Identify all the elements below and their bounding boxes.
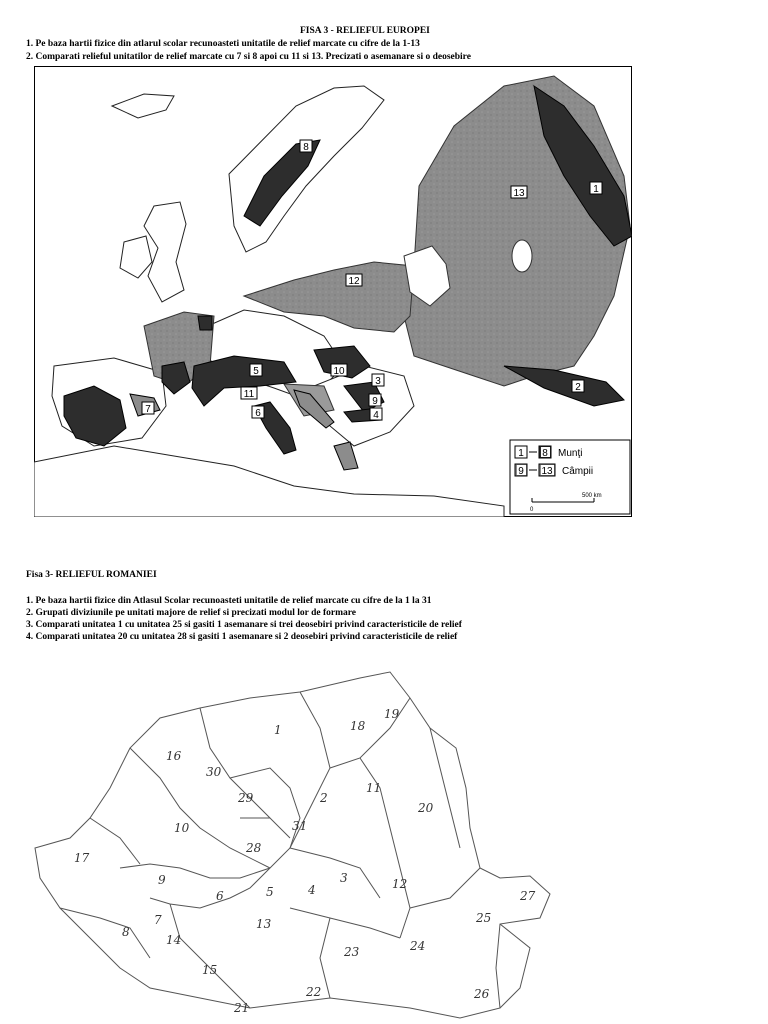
sheet2-task-3: 3. Comparati unitatea 1 cu unitatea 25 si gasiti 1 asemanare si trei deosebiri privind caracteristicile de relief: [26, 620, 462, 630]
unit-number-19: 19: [384, 707, 400, 721]
region-label-2: [572, 380, 584, 393]
unit-number-27: 27: [520, 889, 536, 903]
unit-number-30: 30: [206, 765, 222, 779]
region-label-1: [590, 182, 602, 195]
unit-number-8: 8: [122, 925, 130, 939]
region-label-11: [241, 387, 257, 400]
region-label-10: [331, 364, 347, 377]
europe-relief-map: [34, 66, 632, 517]
unit-number-10: 10: [174, 821, 190, 835]
svg-text:7: 7: [145, 404, 151, 415]
sheet2-title: Fisa 3- RELIEFUL ROMANIEI: [26, 570, 157, 580]
region-label-3: [372, 374, 384, 387]
region-label-4: [370, 408, 382, 421]
svg-text:3: 3: [375, 376, 381, 387]
unit-number-13: 13: [256, 917, 272, 931]
unit-number-20: 20: [418, 801, 434, 815]
svg-text:9: 9: [372, 396, 378, 407]
romania-relief-map: [30, 668, 560, 1024]
region-label-12: [346, 274, 362, 287]
sheet2-task-1: 1. Pe baza hartii fizice din Atlasul Scolar recunoasteti unitatile de relief marcate cu cifre de la 1 la 31: [26, 596, 432, 606]
legend-mountains: Munţi: [558, 448, 583, 459]
unit-number-4: 4: [308, 883, 316, 897]
unit-number-7: 7: [154, 913, 162, 927]
unit-number-25: 25: [476, 911, 492, 925]
unit-number-21: 21: [234, 1001, 250, 1015]
svg-text:4: 4: [373, 410, 379, 421]
unit-number-15: 15: [202, 963, 218, 977]
svg-text:0: 0: [530, 507, 534, 513]
svg-text:5: 5: [253, 366, 259, 377]
svg-text:9: 9: [518, 466, 524, 477]
svg-text:2: 2: [575, 382, 581, 393]
unit-number-3: 3: [340, 871, 348, 885]
svg-text:13: 13: [541, 466, 553, 477]
svg-text:13: 13: [513, 188, 525, 199]
sheet1-task-2: 2. Comparati relieful unitatilor de relief marcate cu 7 si 8 apoi cu 11 si 13. Precizati o asemanare si o deosebire: [26, 52, 471, 62]
unit-number-11: 11: [366, 781, 382, 795]
unit-number-5: 5: [266, 885, 274, 899]
unit-number-26: 26: [474, 987, 490, 1001]
unit-number-29: 29: [238, 791, 254, 805]
region-label-5: [250, 364, 262, 377]
unit-number-17: 17: [74, 851, 90, 865]
unit-number-22: 22: [306, 985, 322, 999]
sheet2-task-4: 4. Comparati unitatea 20 cu unitatea 28 si gasiti 1 asemanare si 2 deosebiri privind caracteristicile de relief: [26, 632, 458, 642]
region-label-9: [369, 394, 381, 407]
svg-text:8: 8: [303, 142, 309, 153]
unit-number-9: 9: [158, 873, 166, 887]
romania-unit-numbers: [74, 707, 536, 1015]
svg-text:10: 10: [333, 366, 345, 377]
unit-number-2: 2: [320, 791, 328, 805]
unit-number-1: 1: [274, 723, 282, 737]
region-label-13: [511, 186, 527, 199]
unit-number-23: 23: [344, 945, 360, 959]
unit-number-18: 18: [350, 719, 366, 733]
svg-text:8: 8: [542, 448, 548, 459]
map-legend: [510, 440, 630, 514]
unit-number-12: 12: [392, 877, 408, 891]
legend-plains: Câmpii: [562, 466, 594, 477]
svg-text:1: 1: [593, 184, 599, 195]
svg-text:12: 12: [348, 276, 360, 287]
unit-number-28: 28: [246, 841, 262, 855]
unit-number-14: 14: [166, 933, 182, 947]
svg-text:500 km: 500 km: [582, 493, 602, 499]
unit-number-16: 16: [166, 749, 182, 763]
svg-text:11: 11: [243, 389, 255, 400]
region-label-6: [252, 406, 264, 419]
svg-text:6: 6: [255, 408, 261, 419]
unit-number-24: 24: [410, 939, 426, 953]
sheet2-task-2: 2. Grupati diviziunile pe unitati majore de relief si precizati modul lor de formare: [26, 608, 357, 618]
region-label-8: [300, 140, 312, 153]
svg-text:1: 1: [518, 448, 524, 459]
sheet1-task-1: 1. Pe baza hartii fizice din atlarul scolar recunoasteti unitatile de relief marcate cu cifre de la 1-13: [26, 39, 420, 49]
unit-number-31: 31: [292, 819, 308, 833]
region-label-7: [142, 402, 154, 415]
unit-number-6: 6: [216, 889, 224, 903]
sheet1-title: FISA 3 - RELIEFUL EUROPEI: [300, 26, 430, 36]
